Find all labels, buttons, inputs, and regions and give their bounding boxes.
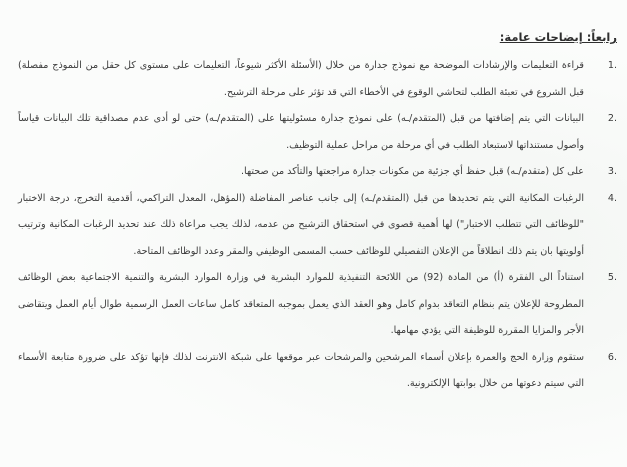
item-number: 4. xyxy=(607,192,617,204)
list-item xyxy=(18,345,617,398)
list-item xyxy=(18,186,617,266)
item-text: ستقوم وزارة الحج والعمرة بإعلان أسماء المرشحين والمرشحات عبر موقعها على شبكة الانترنت لذلك فإنها تؤكد على ضرورة متابعة الأسماء التي سيتم دعوتها من خلال بوابتها الإلكترونية. xyxy=(18,351,584,389)
list-item xyxy=(18,53,617,106)
item-text: على كل (متقدم/ـه) قبل حفظ أي جزئية من مكونات جدارة مراجعتها والتأكد من صحتها. xyxy=(240,166,584,177)
item-number: 6. xyxy=(607,351,617,363)
list-item xyxy=(18,159,617,186)
instructions-list xyxy=(18,53,617,398)
item-text: الرغبات المكانية التي يتم تحديدها من قبل (المتقدم/ـه) إلى جانب عناصر المفاضلة (المؤهل، المعدل التراكمي، أقدمية التخرج، درجة الاختبار "للوظائف التي تتطلب الاختبار") لها أهمية قصوى في استحقاق الترشيح من عدمه، لذلك يجب مراعاة ذلك عند تحديد الرغبات المكانية وترتيب أولويتها بان يتم ذلك انطلاقاً من الإعلان التفصيلي للوظائف حسب المسمى الوظيفي والمقر وعدد الوظائف المتاحة. xyxy=(18,192,584,257)
item-text: استناداً الى الفقرة (أ) من المادة (92) من اللائحة التنفيذية للموارد البشرية في وزارة الموارد البشرية والتنمية الاجتماعية بعض الوظائف المطروحة للإعلان يتم بنظام التعاقد بدوام كامل وهو العقد الذي يعمل بموجبه المتعاقد كامل ساعات العمل الرسمية طوال أيام العمل ويتقاضى الأجر والمزايا المقررة للوظيفة التي يؤدي مهامها. xyxy=(18,272,585,336)
item-number: 1. xyxy=(607,60,617,71)
list-item xyxy=(18,106,617,159)
item-number: 5. xyxy=(607,272,617,283)
section-heading: رابعاً: إيضاحات عامة: xyxy=(499,30,617,44)
item-text: قراءة التعليمات والإرشادات الموضحة مع نموذج جدارة من خلال (الأسئلة الأكثر شيوعاً، التعليمات على مستوى كل حقل من النموذج مفصلة) قبل الشروع في تعبئة الطلب لتحاشي الوقوع في الأخطاء التي قد تؤثر على مرحلة الترشيح. xyxy=(18,60,584,98)
list-item xyxy=(18,265,617,345)
item-text: البيانات التي يتم إضافتها من قبل (المتقدم/ـه) على نموذج جدارة مسئوليتها على (المتقدم/ـه) حتى لو أدى عدم مصداقية تلك البيانات قياساً وأصول مستنداتها لاستبعاد الطلب في أي مرحلة من مراحل عملية التوظيف. xyxy=(18,113,584,151)
item-number: 2. xyxy=(607,113,617,124)
item-number: 3. xyxy=(607,166,617,177)
